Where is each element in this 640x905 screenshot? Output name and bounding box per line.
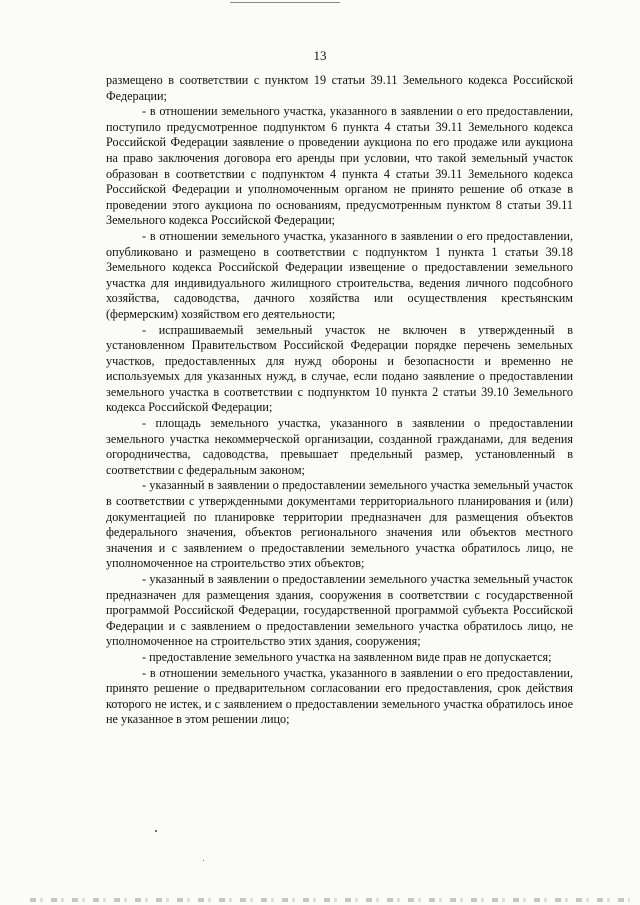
paragraph: - указанный в заявлении о предоставлении земельного участка земельный участок предназначен для размещения здания, сооружения в соответствии с государственной программой Российской Федерации, государственной программой субъекта Российской Федерации и с заявлением о предоставлении земельного участка обратилось лицо, не уполномоченное на строительство этих здания, сооружения; bbox=[106, 572, 573, 649]
document-body bbox=[106, 73, 573, 728]
scan-edge-noise bbox=[30, 898, 630, 902]
paragraph: - в отношении земельного участка, указанного в заявлении о его предоставлении, опубликовано и размещено в соответствии с подпунктом 1 пункта 1 статьи 39.18 Земельного кодекса Российской Федерации извещение о предоставлении земельного участка для индивидуального жилищного строительства, ведения личного подсобного хозяйства, садоводства, дачного хозяйства или осуществления крестьянским (фермерским) хозяйством его деятельности; bbox=[106, 228, 573, 321]
paragraph: - в отношении земельного участка, указанного в заявлении о его предоставлении, поступило предусмотренное подпунктом 6 пункта 4 статьи 39.11 Земельного кодекса Российской Федерации заявление о проведении аукциона по его продаже или аукциона на право заключения договора его аренды при условии, что такой земельный участок образован в соответствии с подпунктом 4 пункта 4 статьи 39.11 Земельного кодекса Российской Федерации и уполномоченным органом не принято решение об отказе в проведении этого аукциона по основаниям, предусмотренным пунктом 8 статьи 39.11 Земельного кодекса Российской Федерации; bbox=[106, 104, 573, 228]
page-number: 13 bbox=[313, 48, 327, 63]
paragraph: - в отношении земельного участка, указанного в заявлении о его предоставлении, принято решение о предварительном согласовании его предоставления, срок действия которого не истек, и с заявлением о предоставлении земельного участка обратилось иное не указанное в этом решении лицо; bbox=[106, 665, 573, 727]
paragraph: - предоставление земельного участка на заявленном виде прав не допускается; bbox=[142, 649, 552, 664]
paragraph: размещено в соответствии с пунктом 19 статьи 39.11 Земельного кодекса Российской Федерации; bbox=[106, 73, 573, 103]
paragraph: - указанный в заявлении о предоставлении земельного участка земельный участок в соответствии с утвержденными документами территориального планирования и (или) документацией по планировке территории предназначен для размещения объектов федерального значения, объектов регионального значения или объектов местного значения и с заявлением о предоставлении земельного участка обратилось лицо, не уполномоченное на строительство этих объектов; bbox=[106, 478, 573, 571]
scan-edge-line bbox=[230, 2, 340, 3]
paragraph: - испрашиваемый земельный участок не включен в утвержденный в установленном Правительством Российской Федерации порядке перечень земельных участков, предоставленных для нужд обороны и безопасности и временно не используемых для указанных нужд, в случае, если подано заявление о предоставлении земельного участка в соответствии с подпунктом 10 пункта 2 статьи 39.10 Земельного кодекса Российской Федерации; bbox=[106, 322, 573, 415]
scan-speck bbox=[203, 860, 204, 861]
paragraph: - площадь земельного участка, указанного в заявлении о предоставлении земельного участка некоммерческой организации, созданной гражданами, для ведения огородничества, садоводства, превышает предельный размер, установленный в соответствии с федеральным законом; bbox=[106, 416, 573, 477]
scan-speck bbox=[155, 830, 157, 832]
